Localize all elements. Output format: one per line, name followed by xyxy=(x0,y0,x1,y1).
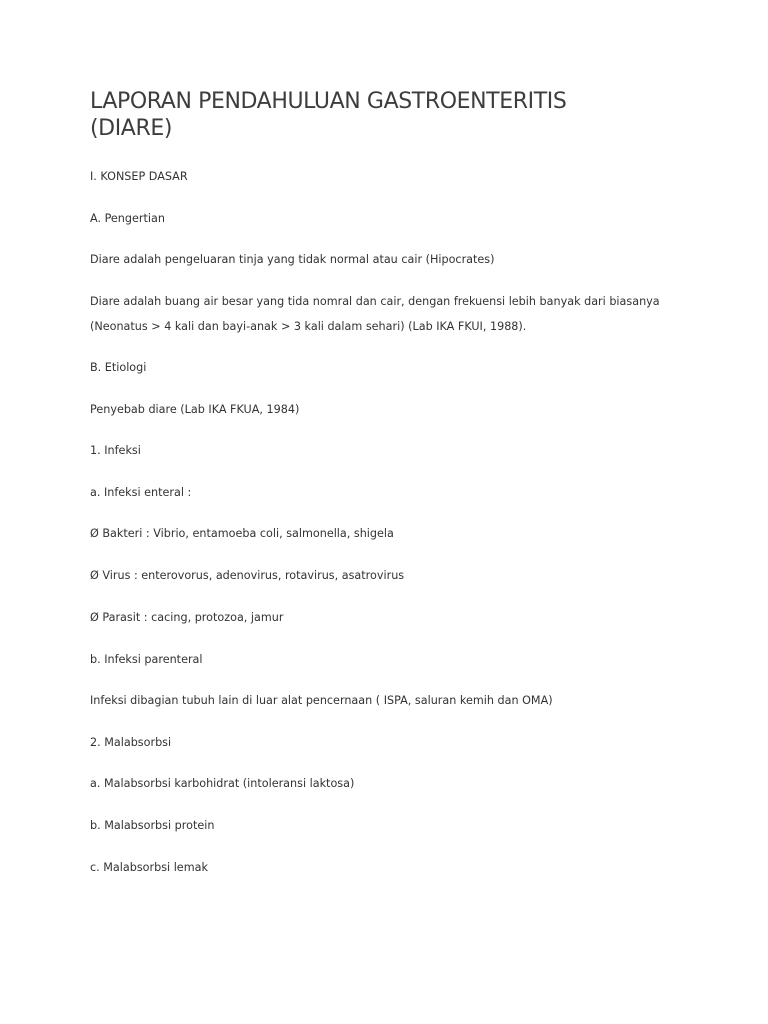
document-title-line-2: (DIARE) xyxy=(90,116,173,141)
list-item: 2. Malabsorbsi xyxy=(90,736,172,749)
paragraph-continuation: (Neonatus > 4 kali dan bayi-anak > 3 kali dalam sehari) (Lab IKA FKUI, 1988). xyxy=(90,320,527,333)
list-item: b. Malabsorbsi protein xyxy=(90,819,215,832)
bullet-item: Ø Bakteri : Vibrio, entamoeba coli, salmonella, shigela xyxy=(90,527,394,540)
list-item: a. Infeksi enteral : xyxy=(90,486,192,499)
bullet-item: Ø Parasit : cacing, protozoa, jamur xyxy=(90,611,284,624)
paragraph: Penyebab diare (Lab IKA FKUA, 1984) xyxy=(90,403,300,416)
document-title-line-1: LAPORAN PENDAHULUAN GASTROENTERITIS xyxy=(90,89,567,114)
list-item: c. Malabsorbsi lemak xyxy=(90,861,208,874)
subsection-heading: B. Etiologi xyxy=(90,361,147,374)
list-item: b. Infeksi parenteral xyxy=(90,653,203,666)
paragraph: Infeksi dibagian tubuh lain di luar alat pencernaan ( ISPA, saluran kemih dan OMA) xyxy=(90,694,553,707)
bullet-item: Ø Virus : enterovorus, adenovirus, rotavirus, asatrovirus xyxy=(90,569,405,582)
section-heading: I. KONSEP DASAR xyxy=(90,170,188,183)
subsection-heading: A. Pengertian xyxy=(90,212,165,225)
list-item: a. Malabsorbsi karbohidrat (intoleransi laktosa) xyxy=(90,777,355,790)
paragraph: Diare adalah buang air besar yang tida nomral dan cair, dengan frekuensi lebih banyak dari biasanya xyxy=(90,295,660,308)
document-title xyxy=(90,88,690,142)
list-item: 1. Infeksi xyxy=(90,444,141,457)
paragraph: Diare adalah pengeluaran tinja yang tidak normal atau cair (Hipocrates) xyxy=(90,253,495,266)
